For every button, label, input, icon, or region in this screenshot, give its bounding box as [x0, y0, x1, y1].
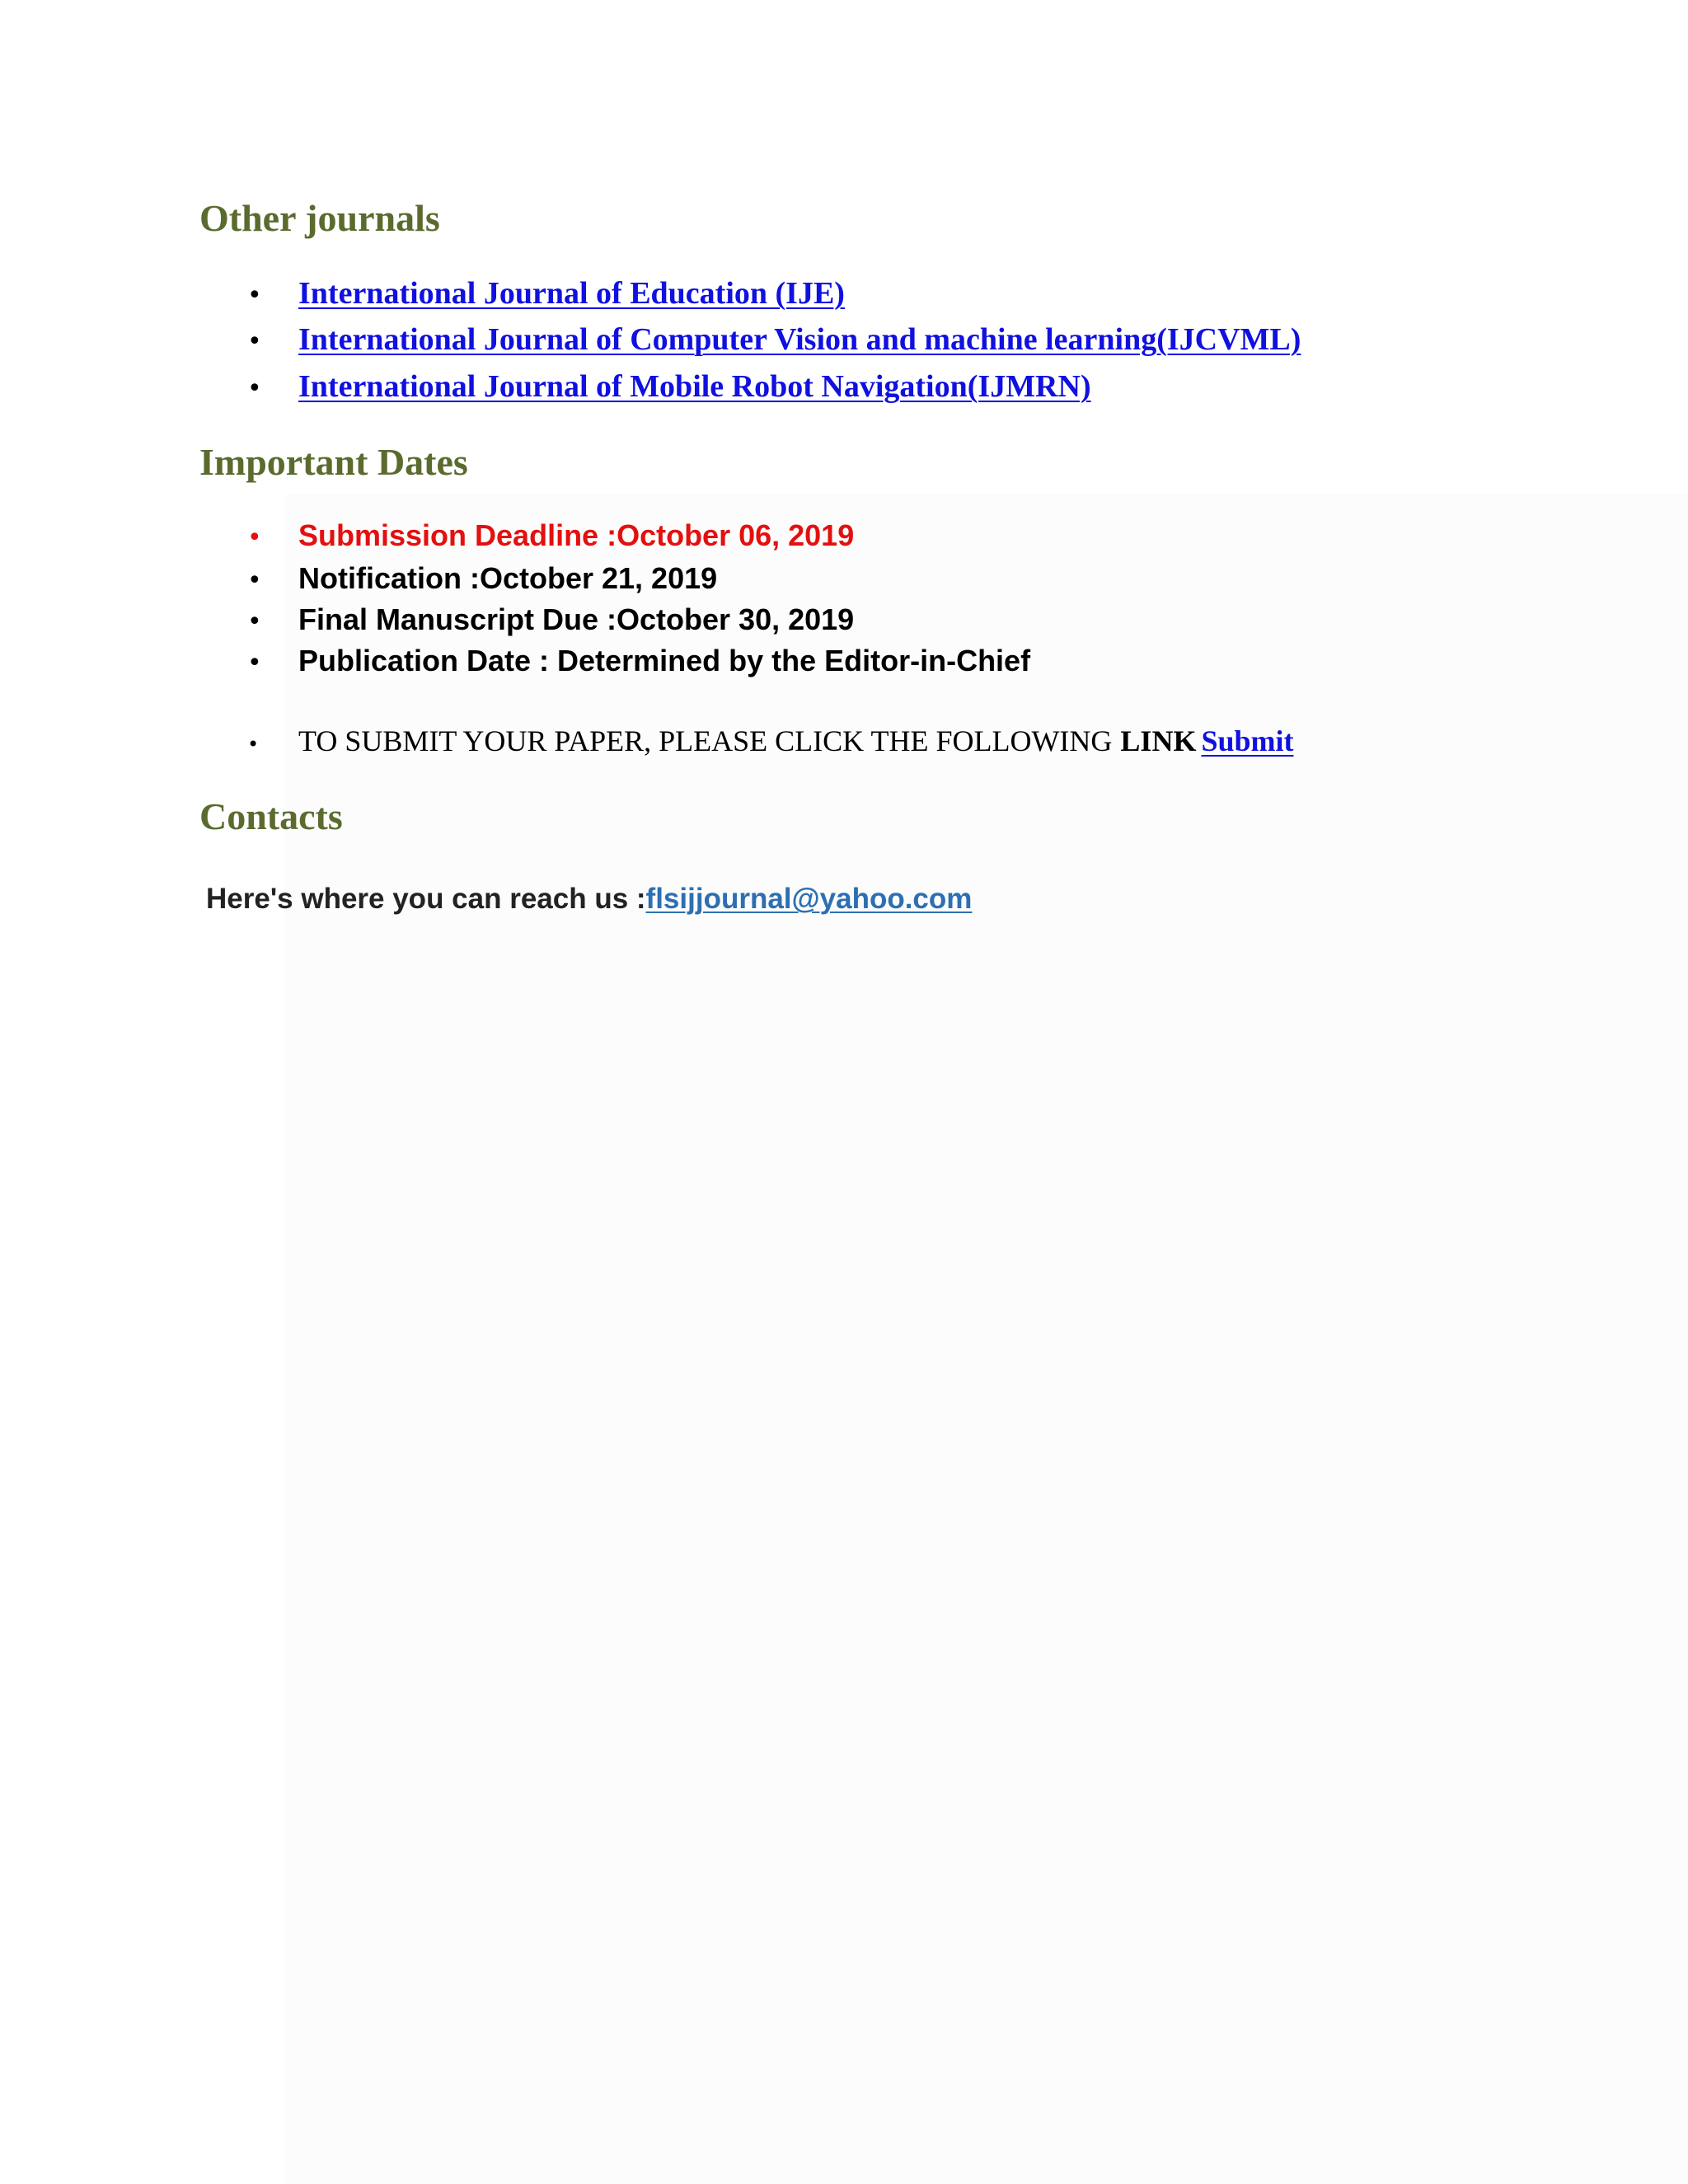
submission-deadline: Submission Deadline :October 06, 2019	[298, 518, 855, 552]
bullet-icon: •	[247, 281, 262, 310]
bullet-icon: •	[247, 566, 262, 595]
contact-line	[206, 883, 972, 916]
journal-list-item	[247, 321, 1301, 358]
publication-date: Publication Date : Determined by the Editor-in-Chief	[298, 644, 1031, 677]
date-list-item	[247, 561, 717, 596]
journal-list-item	[247, 275, 845, 312]
date-list-item	[247, 518, 854, 553]
important-dates-heading: Important Dates	[199, 441, 468, 483]
contacts-heading: Contacts	[199, 795, 343, 837]
journal-link-ije[interactable]: International Journal of Education (IJE)	[298, 276, 845, 311]
other-journals-heading: Other journals	[199, 197, 440, 239]
bullet-icon: •	[247, 733, 260, 756]
submit-link[interactable]: Submit	[1201, 724, 1294, 757]
final-manuscript-date: Final Manuscript Due :October 30, 2019	[298, 602, 855, 636]
submit-instruction: TO SUBMIT YOUR PAPER, PLEASE CLICK THE FOLLOWING	[298, 724, 1113, 757]
journal-link-ijcvml[interactable]: International Journal of Computer Vision and machine learning(IJCVML)	[298, 322, 1301, 357]
contact-text: Here's where you can reach us :	[206, 883, 646, 915]
journal-link-ijmrn[interactable]: International Journal of Mobile Robot Navigation(IJMRN)	[298, 369, 1091, 404]
date-list-item	[247, 644, 1030, 678]
notification-date: Notification :October 21, 2019	[298, 561, 718, 595]
email-link[interactable]: flsijjournal@yahoo.com	[645, 883, 973, 915]
submit-link-word: LINK	[1120, 724, 1197, 757]
bullet-icon: •	[247, 607, 262, 636]
submit-list-item	[247, 724, 1294, 758]
bullet-icon: •	[247, 649, 262, 677]
journal-list-item	[247, 368, 1091, 405]
bullet-icon: •	[247, 327, 262, 356]
bullet-icon: •	[247, 523, 262, 552]
bullet-icon: •	[247, 374, 262, 403]
date-list-item	[247, 602, 854, 637]
